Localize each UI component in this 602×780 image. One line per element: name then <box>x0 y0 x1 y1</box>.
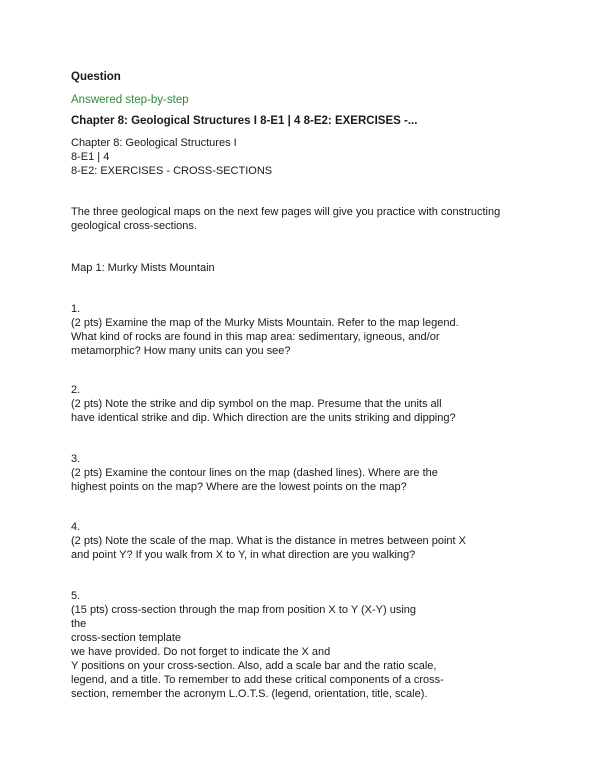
question-title: Chapter 8: Geological Structures I 8-E1 | 4 8-E2: EXERCISES -... <box>71 115 418 127</box>
question-line: (15 pts) cross-section through the map from position X to Y (X-Y) using <box>71 604 417 616</box>
question-line: have identical strike and dip. Which direction are the units striking and dipping? <box>71 412 456 424</box>
question-line: What kind of rocks are found in this map area: sedimentary, igneous, and/or <box>71 331 440 343</box>
question-line: cross-section template <box>71 632 182 644</box>
question-line: Y positions on your cross-section. Also, add a scale bar and the ratio scale, <box>71 660 437 672</box>
question-line: legend, and a title. To remember to add these critical components of a cross- <box>71 674 444 686</box>
question-number: 1. <box>71 303 81 315</box>
question-line: (2 pts) Note the scale of the map. What is the distance in metres between point X <box>71 535 466 547</box>
question-number: 5. <box>71 590 81 602</box>
header-line: 8-E1 | 4 <box>71 151 110 163</box>
question-line: the <box>71 618 87 630</box>
question-number: 3. <box>71 453 81 465</box>
question-line: (2 pts) Note the strike and dip symbol on the map. Presume that the units all <box>71 398 442 410</box>
question-label: Question <box>71 71 121 83</box>
question-line: metamorphic? How many units can you see? <box>71 345 291 357</box>
question-number: 2. <box>71 384 81 396</box>
question-3 <box>71 452 438 494</box>
header-line: 8-E2: EXERCISES - CROSS-SECTIONS <box>71 165 273 177</box>
question-line: we have provided. Do not forget to indicate the X and <box>71 646 331 658</box>
header-line: Chapter 8: Geological Structures I <box>71 137 237 149</box>
question-5 <box>71 589 444 701</box>
chapter-header <box>71 136 272 178</box>
answered-status: Answered step-by-step <box>71 94 189 106</box>
question-1 <box>71 302 459 358</box>
question-line: (2 pts) Examine the contour lines on the map (dashed lines). Where are the <box>71 467 438 479</box>
map-heading: Map 1: Murky Mists Mountain <box>71 262 215 274</box>
question-line: (2 pts) Examine the map of the Murky Mists Mountain. Refer to the map legend. <box>71 317 459 329</box>
question-2 <box>71 383 456 425</box>
intro-line: geological cross-sections. <box>71 220 197 232</box>
question-number: 4. <box>71 521 81 533</box>
intro-paragraph <box>71 205 500 233</box>
question-line: highest points on the map? Where are the lowest points on the map? <box>71 481 407 493</box>
question-4 <box>71 520 466 562</box>
question-line: section, remember the acronym L.O.T.S. (legend, orientation, title, scale). <box>71 688 428 700</box>
intro-line: The three geological maps on the next few pages will give you practice with constructing <box>71 206 501 218</box>
question-line: and point Y? If you walk from X to Y, in what direction are you walking? <box>71 549 416 561</box>
